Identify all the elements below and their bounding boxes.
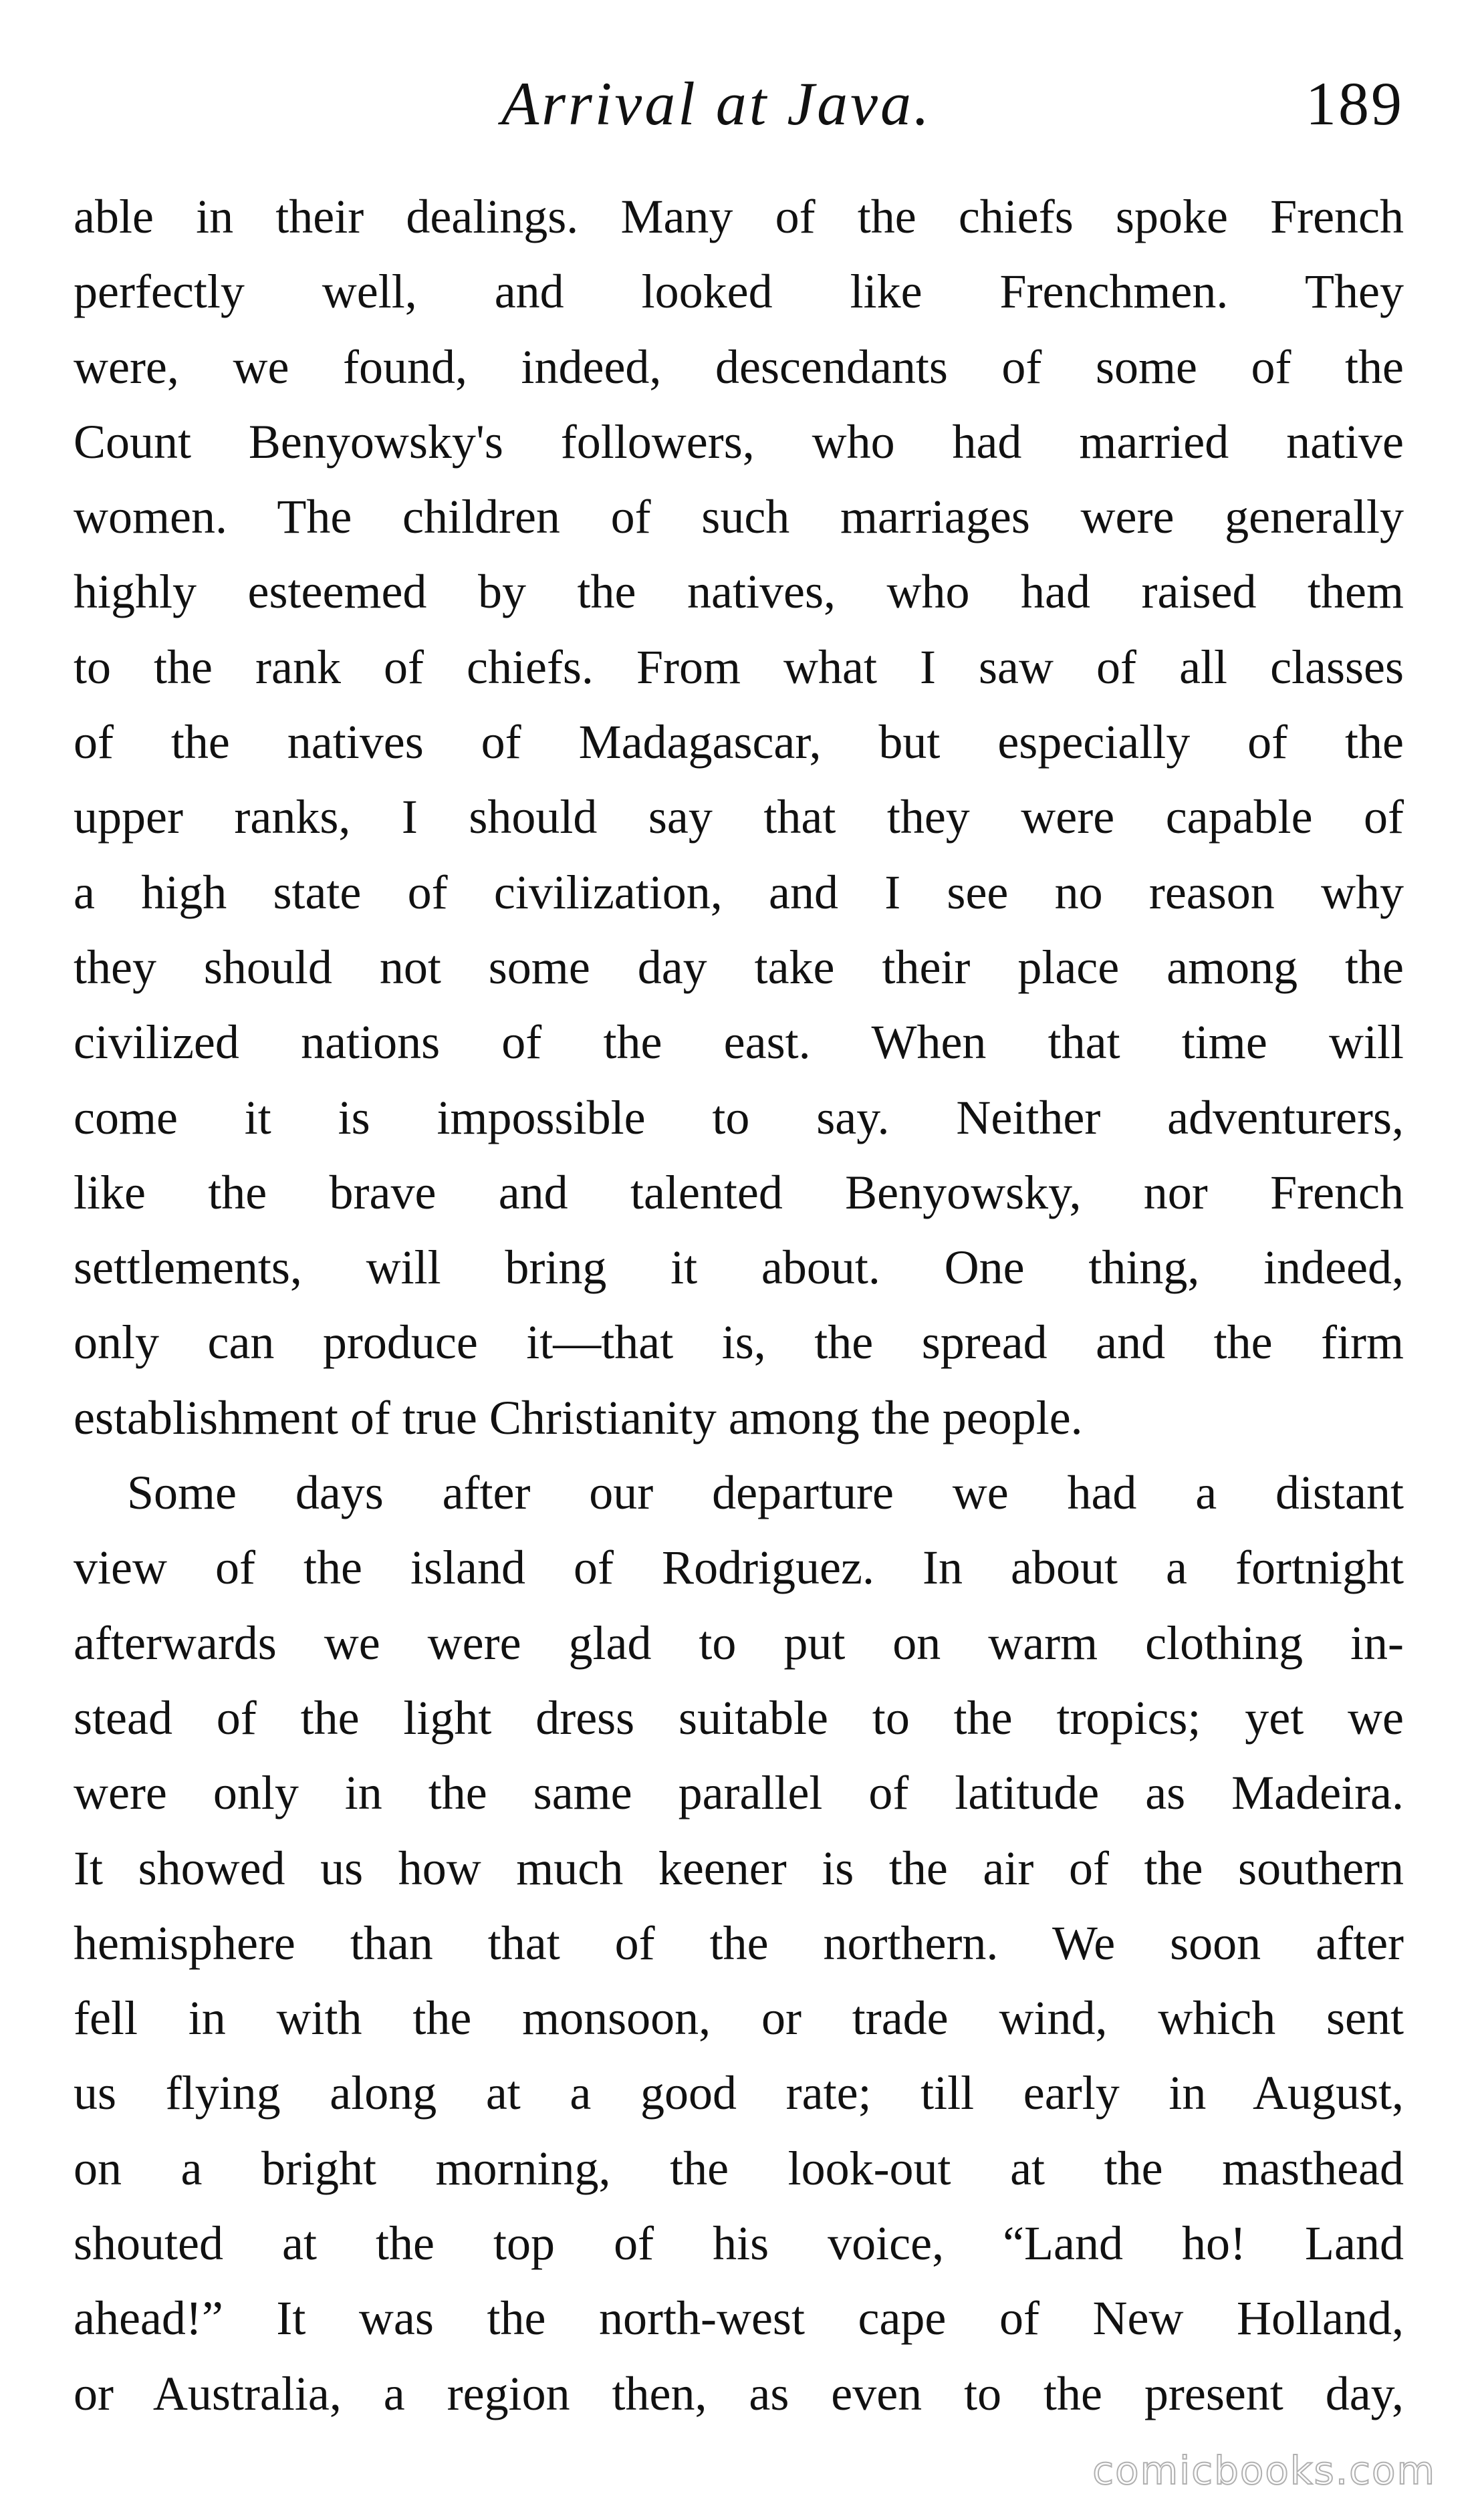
watermark: comicbooks.com <box>1092 2448 1436 2493</box>
text-line: stead of the light dress suitable to the tropics; yet we <box>74 1690 1404 1745</box>
text-line: come it is impossible to say. Neither adventurers, <box>74 1090 1404 1144</box>
text-line: a high state of civilization, and I see no reason why <box>74 865 1404 919</box>
page-header <box>74 64 1404 150</box>
text-line: or Australia, a region then, as even to the present day, <box>74 2366 1404 2420</box>
paragraph-end-line: establishment of true Christianity among the people. <box>74 1390 1083 1444</box>
text-line: to the rank of chiefs. From what I saw of all classes <box>74 640 1404 694</box>
text-line: only can produce it—that is, the spread and the firm <box>74 1315 1404 1370</box>
paragraph-start-line: Some days after our departure we had a distant <box>127 1466 1404 1520</box>
text-line: hemisphere than that of the northern. We soon after <box>74 1916 1404 1970</box>
text-line: highly esteemed by the natives, who had raised them <box>74 565 1404 619</box>
text-line: shouted at the top of his voice, “Land ho! Land <box>74 2217 1404 2271</box>
body-text <box>74 179 1404 2431</box>
running-title: Arrival at Java. <box>501 70 932 138</box>
text-line: fell in with the monsoon, or trade wind, which sent <box>74 1991 1404 2045</box>
text-line: It showed us how much keener is the air of the southern <box>74 1841 1404 1895</box>
text-line: us flying along at a good rate; till early in August, <box>74 2066 1404 2120</box>
text-line: afterwards we were glad to put on warm clothing in- <box>74 1616 1404 1670</box>
text-line: on a bright morning, the look-out at the masthead <box>74 2141 1404 2195</box>
text-line: upper ranks, I should say that they were capable of <box>74 790 1404 844</box>
text-line: civilized nations of the east. When that time will <box>74 1015 1404 1069</box>
page-number: 189 <box>1306 70 1404 138</box>
text-line: perfectly well, and looked like Frenchmen. They <box>74 265 1404 319</box>
text-line: they should not some day take their place among the <box>74 940 1404 994</box>
text-line: like the brave and talented Benyowsky, nor French <box>74 1165 1404 1219</box>
text-line: view of the island of Rodriguez. In about a fortnight <box>74 1541 1404 1595</box>
text-line: settlements, will bring it about. One thing, indeed, <box>74 1241 1404 1295</box>
text-line: able in their dealings. Many of the chiefs spoke French <box>74 190 1404 243</box>
text-line: Count Benyowsky's followers, who had married native <box>74 414 1404 469</box>
text-line: of the natives of Madagascar, but especially of the <box>74 715 1404 769</box>
text-line: women. The children of such marriages were generally <box>74 490 1404 544</box>
text-line: were, we found, indeed, descendants of some of the <box>74 340 1404 394</box>
text-line: ahead!” It was the north-west cape of New Holland, <box>74 2291 1404 2346</box>
text-line: were only in the same parallel of latitude as Madeira. <box>74 1766 1404 1820</box>
